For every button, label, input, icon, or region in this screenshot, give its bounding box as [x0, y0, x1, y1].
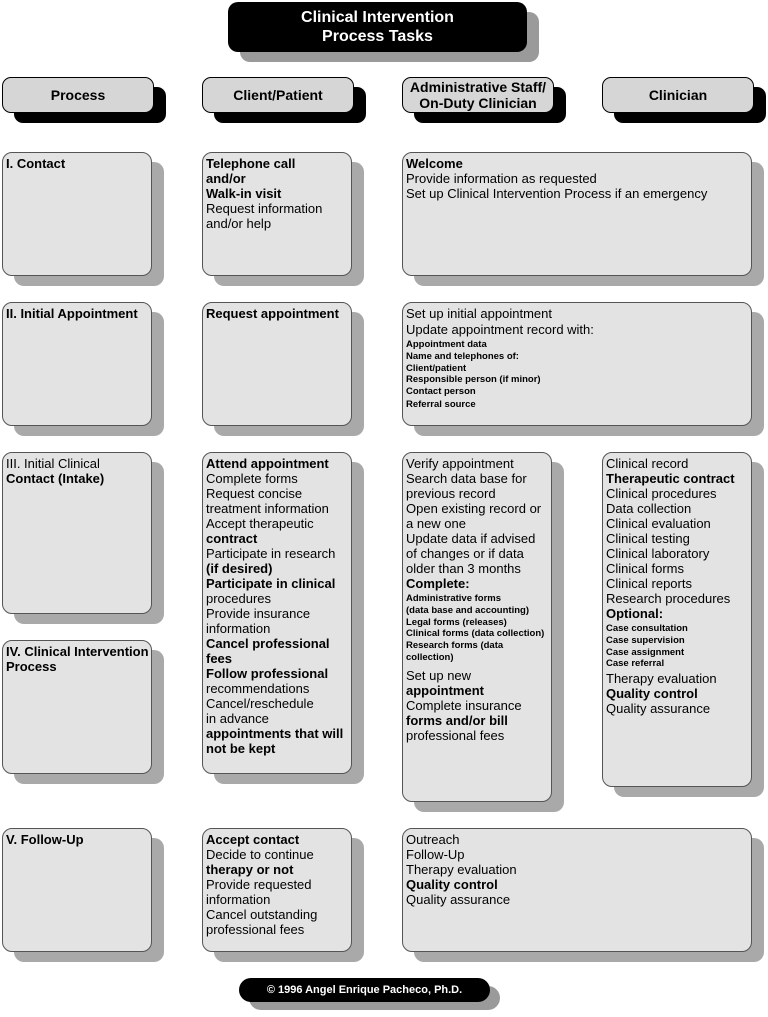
- task-line: Verify appointment: [406, 456, 514, 471]
- process-follow-up: [2, 828, 152, 952]
- task-line: Quality control: [406, 877, 498, 892]
- task-subline: Appointment data: [406, 339, 487, 350]
- task-line: information: [206, 621, 271, 636]
- task-line: Update data if advised: [406, 531, 536, 546]
- task-line: Quality assurance: [406, 892, 511, 907]
- task-line: Accept contact: [206, 832, 300, 847]
- process-label: III. Initial Clinical: [6, 456, 100, 471]
- task-line: in advance: [206, 711, 269, 726]
- task-line: not be kept: [206, 741, 276, 756]
- task-line: Provide information as requested: [406, 171, 597, 186]
- task-line: Set up initial appointment: [406, 306, 552, 321]
- process-intake: [2, 452, 152, 614]
- task-line: Cancel/reschedule: [206, 696, 314, 711]
- admin-contact: [402, 152, 752, 276]
- clinician-intake-intervention: [602, 452, 752, 787]
- task-line: Set up new: [406, 667, 472, 683]
- header-client-label: Client/Patient: [233, 87, 323, 103]
- task-line: Telephone call: [206, 156, 296, 171]
- task-line: Therapy evaluation: [606, 671, 717, 687]
- task-line: Therapeutic contract: [606, 471, 735, 486]
- task-line: Complete forms: [206, 471, 298, 486]
- client-follow-up: [202, 828, 352, 952]
- task-line: Accept therapeutic: [206, 516, 314, 531]
- task-line: fees: [206, 651, 233, 666]
- task-line: Clinical reports: [606, 576, 692, 591]
- task-line: Participate in clinical: [206, 576, 336, 591]
- task-line: contract: [206, 531, 258, 546]
- process-label: II. Initial Appointment: [6, 306, 138, 321]
- task-line: Follow-Up: [406, 847, 465, 862]
- client-initial-appointment: [202, 302, 352, 426]
- copyright-text: © 1996 Angel Enrique Pacheco, Ph.D.: [266, 984, 463, 996]
- task-line: therapy or not: [206, 862, 294, 877]
- task-line: procedures: [206, 591, 272, 606]
- task-line: recommendations: [206, 681, 310, 696]
- admin-follow-up: [402, 828, 752, 952]
- task-subline: Case consultation: [606, 623, 688, 634]
- copyright-notice: [239, 978, 490, 1002]
- task-line: Cancel professional: [206, 636, 330, 651]
- task-subline: Referral source: [406, 398, 476, 410]
- task-line: information: [206, 892, 271, 907]
- client-contact: [202, 152, 352, 276]
- task-line: Follow professional: [206, 666, 329, 681]
- header-clinician: [602, 77, 754, 113]
- process-contact: [2, 152, 152, 276]
- task-line: Participate in research: [206, 546, 336, 561]
- header-admin-label-1: Administrative Staff/: [409, 79, 547, 95]
- task-line: professional fees: [406, 727, 505, 743]
- task-subline: Legal forms (releases): [406, 616, 507, 628]
- task-line: Request concise: [206, 486, 303, 501]
- task-line: older than 3 months: [406, 561, 521, 576]
- task-line: Request information: [206, 201, 323, 216]
- task-subline: Case supervision: [606, 634, 685, 646]
- header-clinician-label: Clinician: [648, 87, 708, 103]
- task-line: (if desired): [206, 561, 273, 576]
- task-line: Open existing record or: [406, 501, 542, 516]
- task-subline: Administrative forms: [406, 593, 502, 604]
- process-label: IV. Clinical Intervention: [6, 644, 149, 659]
- task-subline: Client/patient: [406, 362, 467, 374]
- task-line: Complete:: [406, 576, 470, 591]
- task-subline: Case referral: [606, 658, 665, 670]
- task-line: Update appointment record with:: [406, 322, 594, 337]
- task-line: Clinical evaluation: [606, 516, 711, 531]
- task-line: Attend appointment: [206, 456, 329, 471]
- header-client: [202, 77, 354, 113]
- task-line: Request appointment: [206, 306, 339, 321]
- task-subline: Case assignment: [606, 646, 685, 658]
- process-initial-appointment: [2, 302, 152, 426]
- process-intervention: [2, 640, 152, 774]
- client-intake-intervention: [202, 452, 352, 774]
- task-line: Clinical forms: [606, 561, 685, 576]
- task-line: Walk-in visit: [206, 186, 282, 201]
- task-line: Provide requested: [206, 877, 312, 892]
- header-admin: [402, 77, 554, 113]
- task-line: Set up Clinical Intervention Process if an emergency: [406, 186, 708, 201]
- process-label: Contact (Intake): [6, 471, 105, 486]
- task-line: Data collection: [606, 501, 692, 516]
- task-line: a new one: [406, 516, 466, 531]
- task-line: of changes or if data: [406, 546, 524, 561]
- task-line: appointments that will: [206, 726, 344, 741]
- task-subline: Clinical forms (data collection): [406, 628, 545, 640]
- admin-initial-appointment: [402, 302, 752, 426]
- header-admin-label-2: On-Duty Clinician: [419, 95, 537, 111]
- task-line: and/or: [206, 171, 246, 186]
- task-subline: (data base and accounting): [406, 604, 529, 616]
- header-process-label: Process: [50, 87, 106, 103]
- admin-intake-intervention: [402, 452, 552, 802]
- process-label: Process: [6, 659, 57, 674]
- task-line: forms and/or bill: [406, 712, 508, 728]
- task-line: treatment information: [206, 501, 329, 516]
- process-label: V. Follow-Up: [6, 832, 84, 847]
- task-line: Outreach: [406, 832, 460, 847]
- task-line: Research procedures: [606, 591, 731, 606]
- task-line: Clinical testing: [606, 531, 690, 546]
- task-line: Welcome: [406, 156, 463, 171]
- diagram-title: [228, 2, 527, 52]
- task-subline: Research forms (data: [406, 640, 504, 652]
- task-subline: Contact person: [406, 386, 476, 398]
- task-line: professional fees: [206, 922, 305, 937]
- process-label: I. Contact: [6, 156, 66, 171]
- task-line: previous record: [406, 486, 496, 501]
- task-subline: Responsible person (if minor): [406, 374, 541, 386]
- task-line: Optional:: [606, 606, 664, 621]
- header-process: [2, 77, 154, 113]
- task-subline: collection): [406, 651, 454, 663]
- task-line: Decide to continue: [206, 847, 314, 862]
- task-line: Quality control: [606, 686, 698, 702]
- task-line: Clinical record: [606, 456, 689, 471]
- title-line-2: Process Tasks: [322, 28, 433, 45]
- task-line: appointment: [406, 682, 484, 698]
- task-line: Clinical procedures: [606, 486, 717, 501]
- task-line: Quality assurance: [606, 701, 711, 717]
- task-line: Therapy evaluation: [406, 862, 517, 877]
- task-line: Search data base for: [406, 471, 527, 486]
- task-subline: Name and telephones of:: [406, 350, 519, 362]
- task-line: Clinical laboratory: [606, 546, 710, 561]
- task-line: and/or help: [206, 216, 272, 231]
- task-line: Complete insurance: [406, 697, 522, 713]
- task-line: Cancel outstanding: [206, 907, 318, 922]
- title-line-1: Clinical Intervention: [301, 9, 454, 26]
- task-line: Provide insurance: [206, 606, 311, 621]
